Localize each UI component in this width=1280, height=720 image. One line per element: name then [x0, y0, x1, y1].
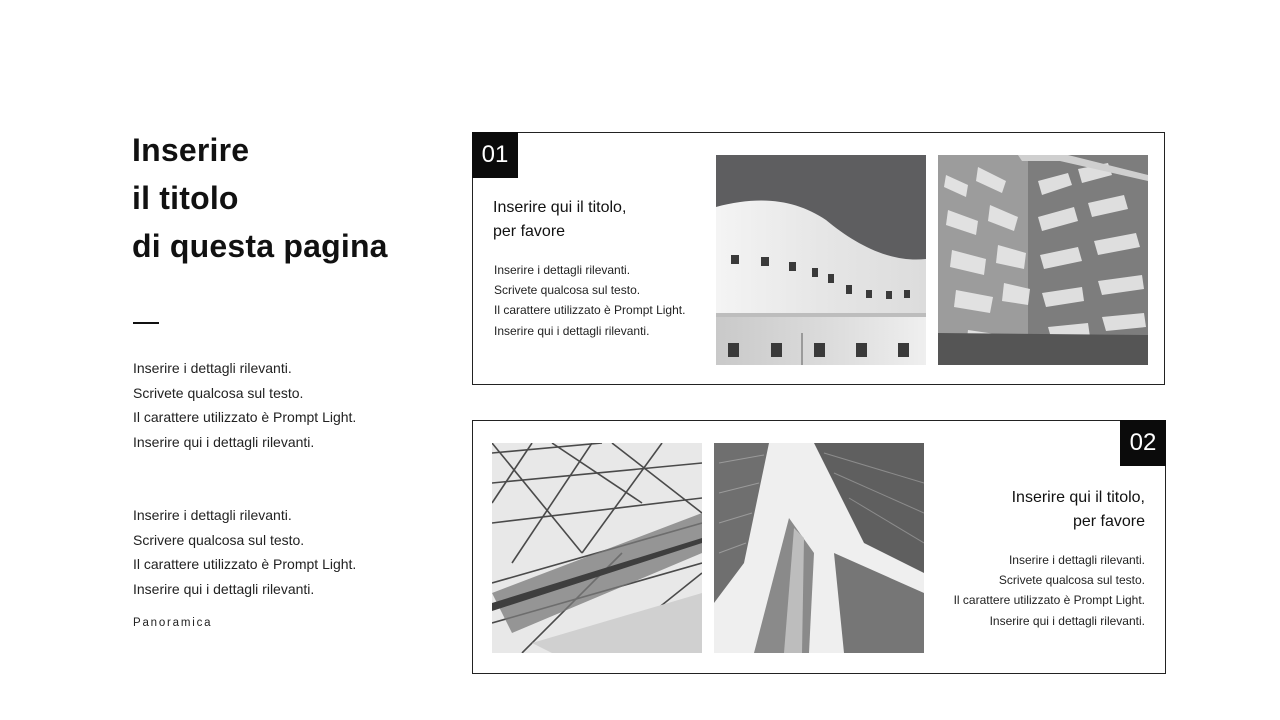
- details-line: Il carattere utilizzato è Prompt Light.: [133, 409, 357, 425]
- curved-white-building-photo: [716, 155, 926, 365]
- details-line: Inserire i dettagli rilevanti.: [133, 507, 292, 523]
- details-line: Inserire qui i dettagli rilevanti.: [133, 433, 315, 450]
- card-01: [472, 132, 1165, 385]
- skyscrapers-looking-up-photo: [714, 443, 924, 653]
- card-details-line: Scrivete qualcosa sul testo.: [998, 573, 1145, 588]
- details-paragraph-2: [133, 503, 356, 601]
- card-number-badge: 01: [472, 132, 518, 178]
- card-details: [494, 260, 685, 341]
- card-number-badge: 02: [1120, 420, 1166, 466]
- details-line: Inserire qui i dettagli rilevanti.: [133, 580, 315, 597]
- card-details-line: Inserire i dettagli rilevanti.: [494, 263, 631, 277]
- page-title-line: Inserire: [132, 132, 250, 168]
- details-paragraph-1: [133, 356, 356, 454]
- card-details-line: Il carattere utilizzato è Prompt Light.: [494, 303, 686, 318]
- card-title-line: per favore: [1072, 513, 1145, 530]
- card-details-line: Inserire qui i dettagli rilevanti.: [989, 613, 1145, 628]
- details-line: Scrivete qualcosa sul testo.: [133, 384, 304, 401]
- glass-roof-structure-photo: [492, 443, 702, 653]
- card-title: [493, 196, 626, 244]
- page-title-line: il titolo: [132, 180, 239, 216]
- card-title-line: per favore: [493, 223, 566, 240]
- card-details-line: Inserire qui i dettagli rilevanti.: [494, 323, 650, 338]
- card-title: [1012, 486, 1145, 534]
- shadow-pattern-corner-photo: [938, 155, 1148, 365]
- page-title: [132, 126, 452, 270]
- card-details-line: Scrivete qualcosa sul testo.: [494, 283, 641, 298]
- card-title-line: Inserire qui il titolo,: [493, 199, 627, 216]
- details-line: Inserire i dettagli rilevanti.: [133, 360, 292, 376]
- page-title-line: di questa pagina: [132, 228, 388, 264]
- card-details-line: Inserire i dettagli rilevanti.: [1008, 553, 1145, 567]
- title-divider: [133, 322, 159, 324]
- card-details-line: Il carattere utilizzato è Prompt Light.: [953, 593, 1145, 608]
- card-02: [472, 420, 1166, 674]
- caption: Panoramica: [133, 617, 213, 629]
- card-details: [954, 550, 1145, 631]
- details-line: Scrivere qualcosa sul testo.: [133, 531, 305, 548]
- card-title-line: Inserire qui il titolo,: [1011, 489, 1145, 506]
- details-line: Il carattere utilizzato è Prompt Light.: [133, 556, 357, 572]
